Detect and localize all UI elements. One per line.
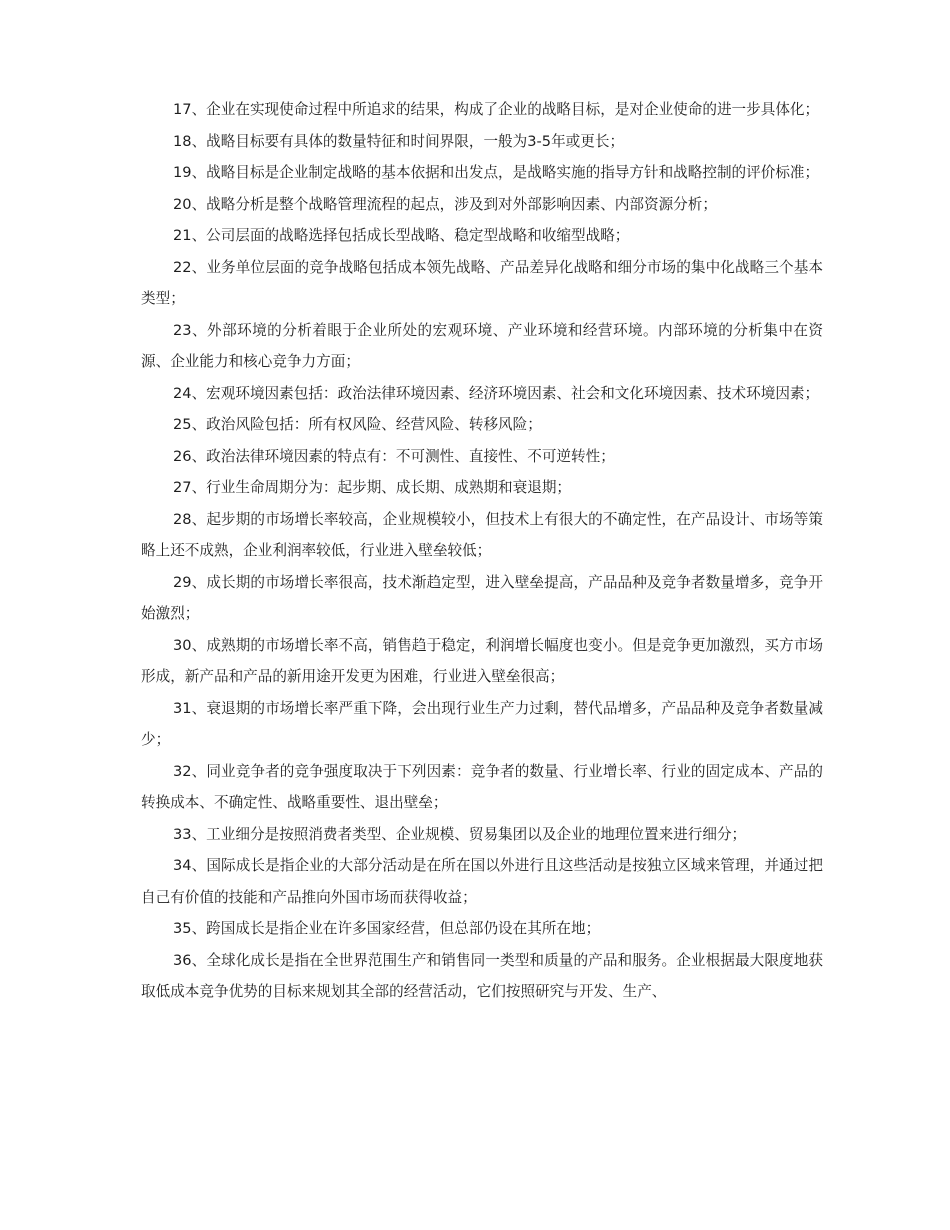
paragraph-22: 22、业务单位层面的竞争战略包括成本领先战略、产品差异化战略和细分市场的集中化战略三个基本类型； (141, 258, 823, 307)
document-body (141, 94, 823, 1008)
paragraph-17: 17、企业在实现使命过程中所追求的结果，构成了企业的战略目标，是对企业使命的进一步具体化； (173, 101, 820, 118)
paragraph-33: 33、工业细分是按照消费者类型、企业规模、贸易集团以及企业的地理位置来进行细分； (173, 825, 747, 843)
paragraph-36: 36、全球化成长是指在全世界范围生产和销售同一类型和质量的产品和服务。企业根据最大限度地获取低成本竞争优势的目标来规划其全部的经营活动，它们按照研究与开发、生产、 (141, 951, 823, 1000)
paragraph-24: 24、宏观环境因素包括：政治法律环境因素、经济环境因素、社会和文化环境因素、技术环境因素； (173, 384, 820, 402)
paragraph-30: 30、成熟期的市场增长率不高，销售趋于稳定，利润增长幅度也变小。但是竞争更加激烈，买方市场形成，新产品和产品的新用途开发更为困难，行业进入壁垒很高； (141, 636, 823, 685)
paragraph-35: 35、跨国成长是指企业在许多国家经营，但总部仍设在其所在地； (173, 920, 601, 937)
paragraph-27: 27、行业生命周期分为：起步期、成长期、成熟期和衰退期； (173, 479, 572, 496)
paragraph-23: 23、外部环境的分析着眼于企业所处的宏观环境、产业环境和经营环境。内部环境的分析集中在资源、企业能力和核心竞争力方面； (141, 321, 823, 370)
paragraph-28: 28、起步期的市场增长率较高，企业规模较小，但技术上有很大的不确定性，在产品设计、市场等策略上还不成熟，企业利润率较低，行业进入壁垒较低； (141, 510, 823, 559)
paragraph-34: 34、国际成长是指企业的大部分活动是在所在国以外进行且这些活动是按独立区域来管理，并通过把自己有价值的技能和产品推向外国市场而获得收益； (141, 857, 823, 906)
paragraph-19: 19、战略目标是企业制定战略的基本依据和出发点，是战略实施的指导方针和战略控制的评价标准； (173, 164, 820, 181)
paragraph-21: 21、公司层面的战略选择包括成长型战略、稳定型战略和收缩型战略； (173, 227, 630, 244)
paragraph-26: 26、政治法律环境因素的特点有：不可测性、直接性、不可逆转性； (173, 447, 615, 465)
paragraph-20: 20、战略分析是整个战略管理流程的起点，涉及到对外部影响因素、内部资源分析； (173, 195, 717, 213)
paragraph-31: 31、衰退期的市场增长率严重下降，会出现行业生产力过剩，替代品增多，产品品种及竞争者数量减少； (141, 699, 823, 748)
paragraph-29: 29、成长期的市场增长率很高，技术渐趋定型，进入壁垒提高，产品品种及竞争者数量增多，竞争开始激烈； (141, 573, 823, 622)
paragraph-18: 18、战略目标要有具体的数量特征和时间界限，一般为3-5年或更长； (173, 132, 625, 150)
paragraph-32: 32、同业竞争者的竞争强度取决于下列因素：竞争者的数量、行业增长率、行业的固定成本、产品的转换成本、不确定性、战略重要性、退出壁垒； (141, 762, 823, 811)
paragraph-25: 25、政治风险包括：所有权风险、经营风险、转移风险； (173, 416, 542, 433)
